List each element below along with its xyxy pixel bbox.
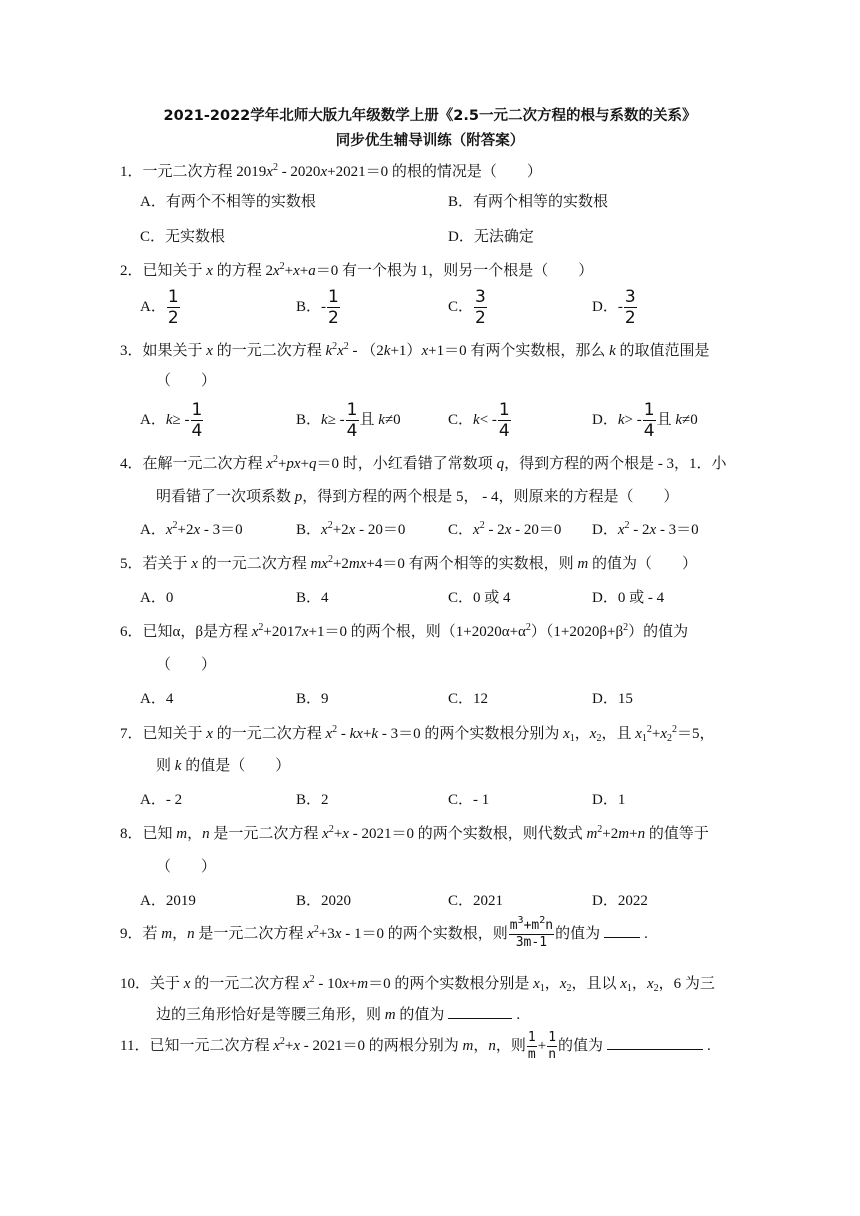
q7-option-b: B．2 [296, 792, 329, 808]
q4-option-b: B．$x^2+2x - 20=0$ [296, 520, 406, 538]
question-6: 6．已知α，β是方程 $x^2+2017x+1=0$ 的两个根，则$(1+2020\alpha+\alpha^2)(1+2020\beta+\beta^2)$的值为 [120, 622, 689, 640]
q3-option-d: D．k> - $\frac{1}{4}$ 且 k≠0 [592, 400, 698, 441]
q3-option-b: B．k≥ - $\frac{1}{4}$ 且 k≠0 [296, 400, 401, 441]
q4-option-a: A．$x^2+2x - 3=0$ [140, 520, 243, 538]
q4-option-c: C．$x^2 - 2x - 20=0$ [448, 520, 562, 538]
question-5: 5．若关于 x 的一元二次方程 $mx^2+2mx+4=0$ 有两个相等的实数根，则 m 的值为（ ） [120, 554, 697, 572]
question-4-line-2: 明看错了一次项系数 p，得到方程的两个根是 5， - 4，则原来的方程是（ ） [156, 489, 679, 505]
q6-option-d: D．15 [592, 691, 633, 707]
q1-option-a: A．有两个不相等的实数根 [140, 194, 316, 210]
q7-option-a: A．- 2 [140, 792, 183, 808]
question-3: 3．如果关于 x 的一元二次方程 $k^2x^2 - (2k+1)x+1=0$ 有两个实数根，那么 k 的取值范围是 [120, 341, 710, 359]
q8-option-b: B．2020 [296, 893, 352, 909]
q3-option-c: C．k< - $\frac{1}{4}$ [448, 400, 510, 441]
title-line-2: 同步优生辅导训练（附答案） [335, 133, 525, 149]
question-10: 10．关于 x 的一元二次方程 $x^2 - 10x+m=0$ 的两个实数根分别是 $x_1$，$x_2$，且以 $x_1$，$x_2$，6 为三 [120, 974, 715, 994]
title-line-1: 2021-2022学年北师大版九年级数学上册《2.5一元二次方程的根与系数的关系》 [163, 108, 697, 124]
q3-option-a: A．k≥ - $\frac{1}{4}$ [140, 400, 203, 441]
q2-option-a: A． $\frac{1}{2}$ [140, 287, 179, 328]
question-7-line-2: 则 k 的值是（ ） [156, 758, 291, 774]
q7-option-d: D．1 [592, 792, 626, 808]
question-3-paren: （ ） [156, 373, 217, 389]
q6-option-b: B．9 [296, 691, 329, 707]
q2-option-c: C． $\frac{3}{2}$ [448, 287, 486, 328]
q6-option-a: A．4 [140, 691, 174, 707]
question-1: 1．一元二次方程 $2019x^2 - 2020x+2021=0$ 的根的情况是（ ） [120, 162, 542, 180]
q5-option-c: C．0 或 4 [448, 590, 511, 606]
question-7: 7．已知关于 x 的一元二次方程 $x^2 - kx+k - 3=0$ 的两个实数根分别为 $x_1$，$x_2$，且 $x_1^2+x_2^2=5$， [120, 724, 715, 744]
question-11: 11．已知一元二次方程 $x^2+x - 2021=0$ 的两根分别为 m，n，则 $\frac{1}{m}$ + $\frac{1}{n}$ 的值为 . [120, 1030, 711, 1062]
q1-option-d: D．无法确定 [448, 229, 534, 245]
q1-option-c: C．无实数根 [140, 229, 226, 245]
q4-option-d: D．$x^2 - 2x - 3=0$ [592, 520, 699, 538]
question-8: 8．已知 m，n 是一元二次方程 $x^2+x - 2021=0$ 的两个实数根，则代数式 $m^2+2m+n$ 的值等于 [120, 824, 709, 842]
question-4: 4．在解一元二次方程 $x^2+px+q=0$ 时，小红看错了常数项 q，得到方程的两个根是 - 3，1．小 [120, 454, 727, 472]
question-9: 9．若 m，n 是一元二次方程 $x^2+3x - 1=0$ 的两个实数根，则 $\frac{m^3+m^2n}{3m-1}$ 的值为 . [120, 915, 648, 950]
q8-option-c: C．2021 [448, 893, 504, 909]
q2-option-d: D．- $\frac{3}{2}$ [592, 287, 636, 328]
q8-option-d: D．2022 [592, 893, 648, 909]
question-10-line-2: 边的三角形恰好是等腰三角形，则 m 的值为 . [156, 1007, 521, 1023]
q5-option-b: B．4 [296, 590, 329, 606]
q2-option-b: B．- $\frac{1}{2}$ [296, 287, 339, 328]
q6-option-c: C．12 [448, 691, 489, 707]
question-2: 2．已知关于 x 的方程 $2x^2+x+a=0$ 有一个根为 1，则另一个根是（ ） [120, 261, 594, 279]
q1-option-b: B．有两个相等的实数根 [448, 194, 609, 210]
question-6-paren: （ ） [156, 657, 217, 673]
question-8-paren: （ ） [156, 859, 217, 875]
q8-option-a: A．2019 [140, 893, 196, 909]
q7-option-c: C．- 1 [448, 792, 490, 808]
q5-option-a: A．0 [140, 590, 174, 606]
q5-option-d: D．0 或 - 4 [592, 590, 665, 606]
